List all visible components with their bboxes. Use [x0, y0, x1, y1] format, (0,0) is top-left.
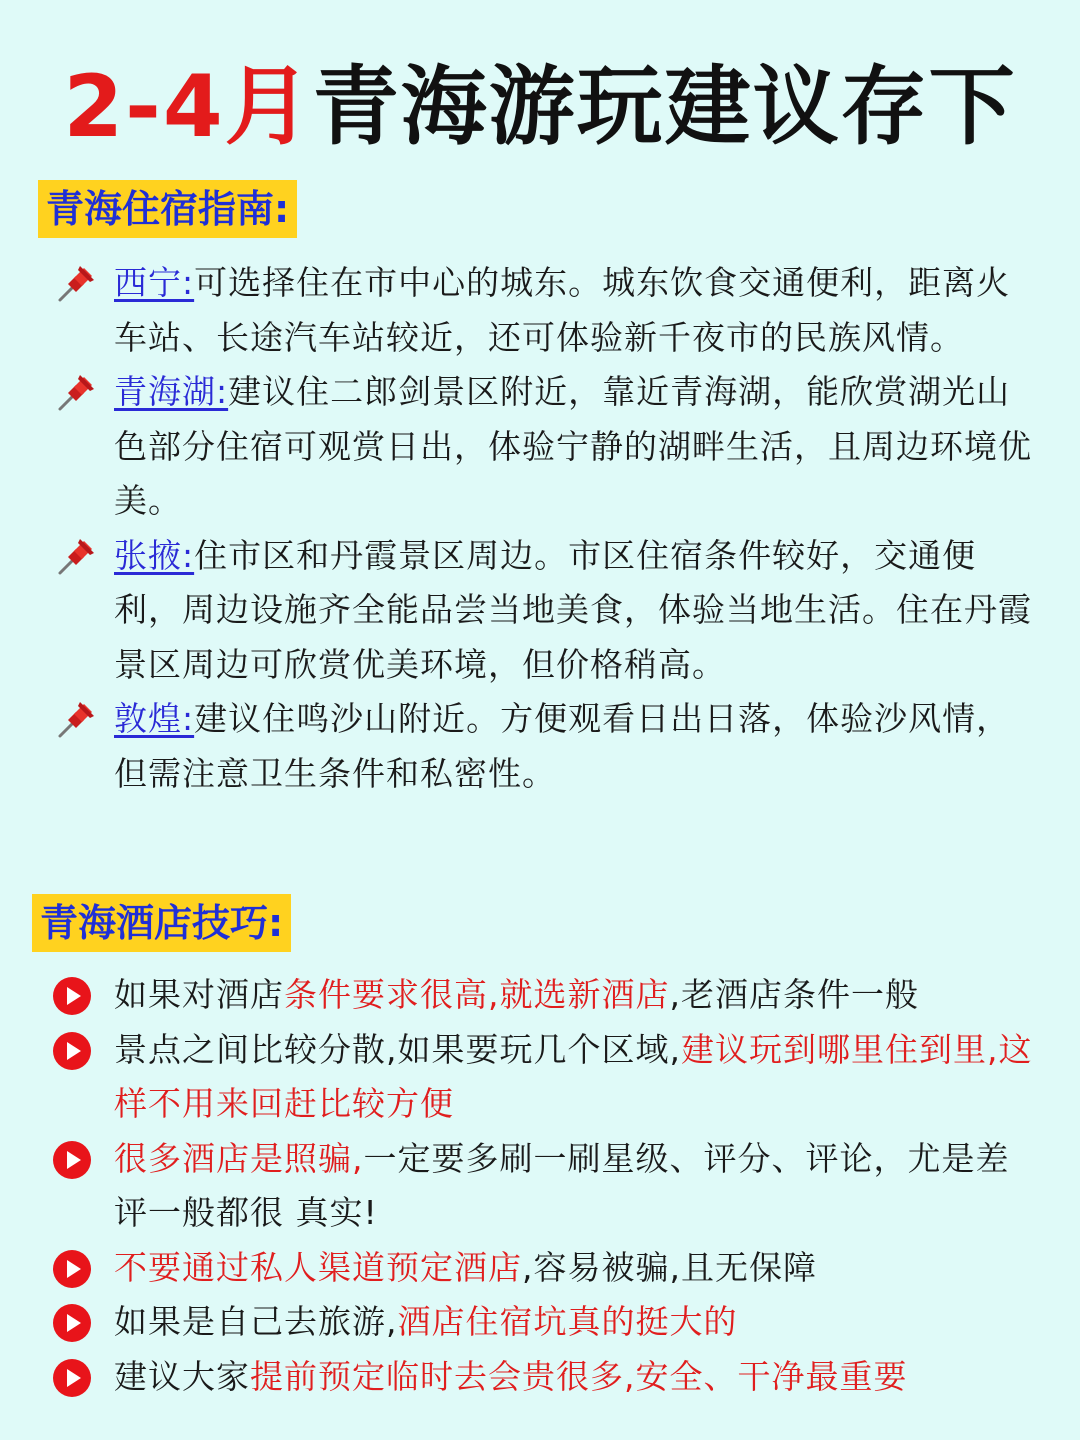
list-item: [0, 692, 1080, 801]
play-button-icon: [52, 1031, 92, 1071]
place-name: 张掖:: [114, 535, 195, 575]
place-name: 敦煌:: [114, 699, 195, 738]
tip-text: ,容易被骗,且无保障: [522, 1247, 817, 1287]
section-heading-hotel-tips: 青海酒店技巧:: [32, 894, 291, 952]
pushpin-icon: [54, 371, 98, 415]
list-item: [0, 1132, 1080, 1241]
list-item: [0, 256, 1080, 365]
item-text: 建议住二郎剑景区附近，靠近青海湖，能欣赏湖光山色部分住宿可观赏日出，体验宁静的湖畔生活，且周边环境优美。: [114, 372, 1032, 520]
play-button-icon: [52, 1140, 92, 1180]
list-item: [0, 1350, 1080, 1405]
pushpin-icon: [54, 698, 98, 742]
page-title: [0, 52, 1080, 162]
hotel-tips-list: [0, 968, 1080, 1404]
list-item: [0, 529, 1080, 693]
pushpin-icon: [54, 535, 98, 579]
item-text: 住市区和丹霞景区周边。市区住宿条件较好，交通便利，周边设施齐全能品尝当地美食，体验当地生活。住在丹霞景区周边可欣赏优美环境，但价格稍高。: [114, 535, 1032, 684]
section-heading-accommodation: 青海住宿指南:: [38, 180, 297, 238]
tip-text: 如果对酒店: [114, 975, 284, 1014]
pushpin-icon: [54, 262, 98, 306]
tip-highlight: 提前预定临时去会贵很多,安全、干净最重要: [250, 1356, 908, 1396]
tip-highlight: 很多酒店是照骗,: [114, 1138, 364, 1178]
place-name: 西宁:: [114, 263, 195, 302]
play-button-icon: [52, 1249, 92, 1289]
title-main: 青海游玩建议存下: [312, 57, 1017, 157]
tip-highlight: 建议玩到哪里住到里,这样不用来回赶比较方便: [114, 1029, 1033, 1123]
list-item: [0, 365, 1080, 529]
list-item: [0, 1295, 1080, 1350]
tip-highlight: 条件要求很高,就选新酒店: [284, 975, 670, 1014]
tip-highlight: 不要通过私人渠道预定酒店: [114, 1247, 522, 1287]
tip-highlight: 酒店住宿坑真的挺大的: [397, 1302, 738, 1341]
list-item: [0, 968, 1080, 1023]
item-text: 可选择住在市中心的城东。城东饮食交通便利，距离火车站、长途汽车站较近，还可体验新千夜市的民族风情。: [114, 263, 1011, 357]
item-text: 建议住鸣沙山附近。方便观看日出日落，体验沙风情，但需注意卫生条件和私密性。: [114, 699, 1011, 793]
list-item: [0, 1241, 1080, 1296]
tip-text: ,老酒店条件一般: [669, 975, 919, 1014]
play-button-icon: [52, 1303, 92, 1343]
list-item: [0, 1023, 1080, 1132]
tip-text: 建议大家: [114, 1356, 250, 1396]
accommodation-list: [0, 256, 1080, 801]
tip-text: 如果是自己去旅游,: [114, 1302, 398, 1341]
place-name: 青海湖:: [114, 372, 229, 411]
play-button-icon: [52, 976, 92, 1016]
title-month: 2-4月: [63, 57, 313, 157]
tip-text: 景点之间比较分散,如果要玩几个区域,: [114, 1029, 681, 1069]
tip-text: 一定要多刷一刷星级、评分、评论，尤是差评一般都很 真实!: [114, 1138, 1010, 1232]
play-button-icon: [52, 1358, 92, 1398]
